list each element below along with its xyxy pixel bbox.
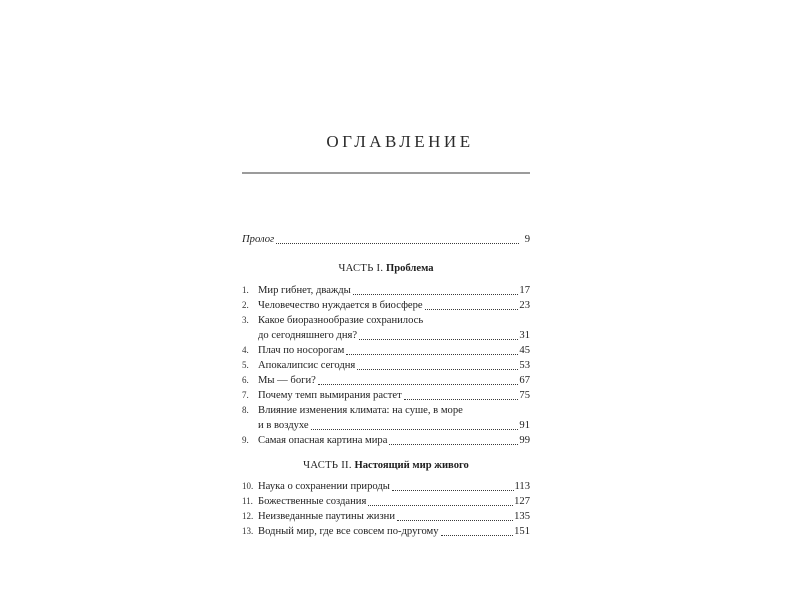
chapter-page-number: 151: [514, 526, 530, 537]
toc-entry[interactable]: [242, 479, 530, 494]
chapter-number: 1.: [242, 285, 249, 295]
chapter-title: Неизведанные паутины жизни: [258, 511, 395, 522]
parts-container: [242, 261, 530, 539]
toc-entry-line: [242, 343, 530, 358]
dot-leader: [359, 339, 518, 340]
chapter-title: Апокалипсис сегодня: [258, 360, 356, 371]
chapter-page-number: 75: [519, 390, 530, 401]
toc-entry[interactable]: [242, 283, 530, 298]
chapter-title: Божественные создания: [258, 496, 367, 507]
chapter-title: Мы — боги?: [258, 375, 316, 386]
chapter-title: Самая опасная картина мира: [258, 435, 388, 446]
chapter-title: Наука о сохранении природы: [258, 481, 390, 492]
toc-entry-line: [242, 358, 530, 373]
toc-entry-line: [242, 403, 530, 418]
part-label: ЧАСТЬ I.: [338, 263, 384, 274]
chapter-page-number: 23: [519, 300, 530, 311]
chapter-page-number: 31: [519, 330, 530, 341]
chapter-number: 12.: [242, 511, 254, 521]
table-of-contents: [242, 232, 530, 539]
chapter-title: Почему темп вымирания растет: [258, 390, 402, 401]
dot-leader: [311, 429, 519, 430]
chapter-number: 3.: [242, 315, 249, 325]
title-divider: [242, 172, 530, 174]
toc-entry[interactable]: [242, 373, 530, 388]
toc-entry[interactable]: [242, 524, 530, 539]
toc-entry-line: [242, 283, 530, 298]
toc-entry[interactable]: [242, 313, 530, 343]
dot-leader: [353, 294, 519, 295]
dot-leader: [392, 490, 514, 491]
dot-leader: [318, 384, 519, 385]
chapter-page-number: 113: [514, 481, 530, 492]
chapter-page-number: 127: [514, 496, 530, 507]
chapter-number: 2.: [242, 300, 249, 310]
dot-leader: [389, 444, 518, 445]
chapter-number: 7.: [242, 390, 249, 400]
dot-leader: [441, 535, 514, 536]
chapter-page-number: 99: [519, 435, 530, 446]
dot-leader: [425, 309, 519, 310]
chapter-title: Какое биоразнообразие сохранилось: [258, 315, 424, 326]
chapter-title: и в воздухе: [258, 420, 309, 431]
toc-entry-line: [242, 373, 530, 388]
chapter-title: Мир гибнет, дважды: [258, 285, 351, 296]
part-name: Проблема: [385, 263, 434, 274]
toc-entry-line: [242, 433, 530, 448]
toc-entry-line: [242, 328, 530, 343]
dot-leader: [404, 399, 519, 400]
toc-entry[interactable]: [242, 494, 530, 509]
chapter-number: 5.: [242, 360, 249, 370]
chapter-page-number: 135: [514, 511, 530, 522]
toc-entry[interactable]: [242, 298, 530, 313]
toc-entry[interactable]: [242, 343, 530, 358]
prolog-title: Пролог: [242, 234, 275, 245]
chapter-title: до сегодняшнего дня?: [258, 330, 358, 341]
chapter-number: 8.: [242, 405, 249, 415]
toc-entry-line: [242, 313, 530, 328]
toc-entry[interactable]: [242, 403, 530, 433]
chapter-title: Плач по носорогам: [258, 345, 345, 356]
chapter-number: 4.: [242, 345, 249, 355]
part-label: ЧАСТЬ II.: [303, 460, 352, 471]
chapter-number: 9.: [242, 435, 249, 445]
toc-entry-line: [242, 509, 530, 524]
dot-leader: [368, 505, 513, 506]
dot-leader: [357, 369, 518, 370]
chapter-page-number: 67: [519, 375, 530, 386]
toc-entry-line: [242, 524, 530, 539]
toc-entry[interactable]: [242, 433, 530, 448]
toc-entry[interactable]: [242, 388, 530, 403]
chapter-page-number: 45: [519, 345, 530, 356]
chapter-page-number: 17: [519, 285, 530, 296]
part-heading: [242, 458, 530, 474]
dot-leader: [276, 243, 519, 244]
dot-leader: [346, 354, 518, 355]
chapter-number: 10.: [242, 481, 254, 491]
dot-leader: [397, 520, 513, 521]
toc-entry-prolog[interactable]: [242, 232, 530, 247]
chapter-number: 13.: [242, 526, 254, 536]
toc-entry-line: [242, 494, 530, 509]
chapter-page-number: 91: [519, 420, 530, 431]
prolog-page-number: 9: [524, 234, 530, 245]
chapter-page-number: 53: [519, 360, 530, 371]
toc-entry[interactable]: [242, 509, 530, 524]
page-title: ОГЛАВЛЕНИЕ: [326, 132, 474, 151]
toc-entry-line: [242, 388, 530, 403]
part-heading: [242, 261, 530, 277]
toc-entry-line: [242, 298, 530, 313]
toc-entry-line: [242, 479, 530, 494]
chapter-title: Влияние изменения климата: на суше, в море: [258, 405, 463, 416]
chapter-number: 6.: [242, 375, 249, 385]
chapter-title: Водный мир, где все совсем по-другому: [258, 526, 439, 537]
toc-entry[interactable]: [242, 358, 530, 373]
chapter-title: Человечество нуждается в биосфере: [258, 300, 423, 311]
chapter-number: 11.: [242, 496, 253, 506]
toc-entry-line: [242, 418, 530, 433]
part-name: Настоящий мир живого: [354, 460, 469, 471]
